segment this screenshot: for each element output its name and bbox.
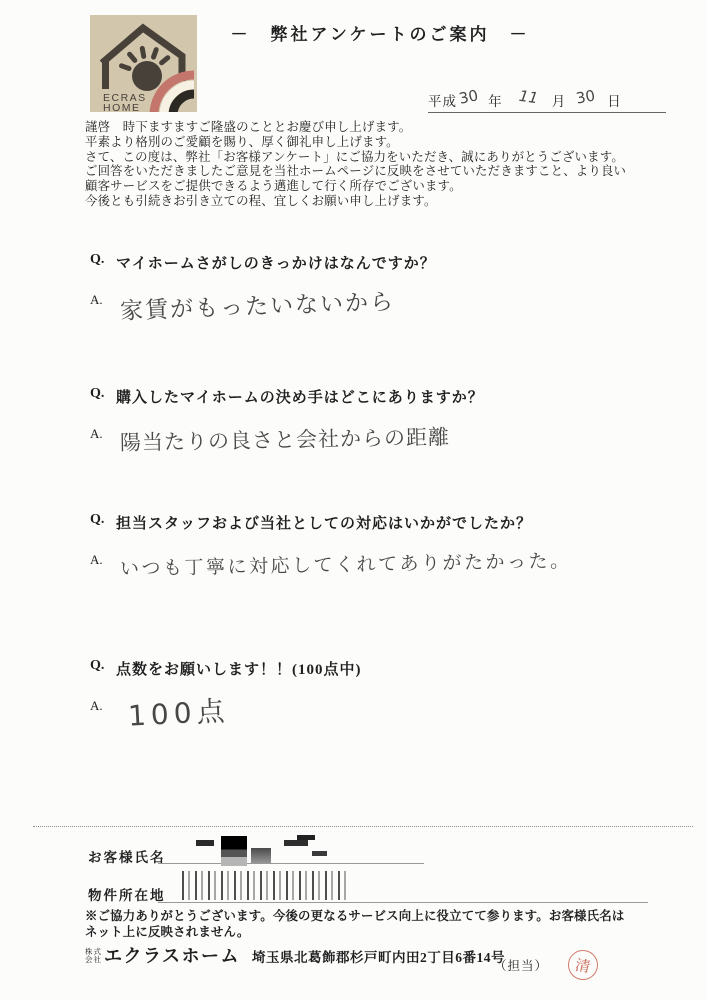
staff-label: （担当） <box>494 959 549 973</box>
handwritten-answer: 陽当たりの良さと会社からの距離 <box>119 425 451 455</box>
question-row <box>90 512 650 533</box>
date-era-label: 平成 <box>428 94 457 109</box>
date-year-label: 年 <box>488 94 503 109</box>
redaction-block <box>196 840 214 846</box>
company-address: 埼玉県北葛飾郡杉戸町内田2丁目6番14号 <box>252 950 505 965</box>
footer-note <box>85 909 665 940</box>
customer-name-label: お客様氏名 <box>88 850 166 865</box>
answer-row <box>90 420 650 454</box>
handwritten-day-value: 30 <box>574 86 597 108</box>
greeting-line: 謹啓 時下ますますご隆盛のこととお慶び申し上げます。 <box>85 120 412 134</box>
company-prefix <box>85 948 102 964</box>
handwritten-answer: いつも丁寧に対応してくれてありがたかった。 <box>119 550 572 580</box>
customer-name-underline <box>158 863 424 864</box>
handwritten-year-value: 30 <box>457 86 480 108</box>
page-title: － 弊社アンケートのご案内 － <box>230 25 530 44</box>
question-text: 担当スタッフおよび当社としての対応はいかがでしたか？ <box>116 516 533 532</box>
handwritten-answer: 100点 <box>127 694 231 733</box>
question-row <box>90 658 650 679</box>
answer-row <box>90 546 650 580</box>
date-day-label: 日 <box>607 94 622 109</box>
a-label: A. <box>90 698 103 713</box>
greeting-line: ご回答をいただきましたご意見を当社ホームページに反映をさせていただきますこと、より良い <box>85 164 627 179</box>
logo-text-home: HOME <box>103 102 141 112</box>
question-row <box>90 252 650 273</box>
dotted-separator <box>33 826 693 827</box>
question-text: マイホームさがしのきっかけはなんですか？ <box>116 256 436 272</box>
q-label: Q. <box>90 386 105 401</box>
a-label: A. <box>90 292 103 307</box>
date-line <box>428 82 666 113</box>
handwritten-answer: 家賃がもったいないから <box>119 289 396 325</box>
date-month-label: 月 <box>551 94 567 109</box>
footer-note-line: ネット上に反映されません。 <box>85 924 250 939</box>
greeting-line: 平素より格別のご愛顧を賜り、厚く御礼申し上げます。 <box>85 134 399 149</box>
hanko-stamp: 清 <box>566 948 601 983</box>
q-label: Q. <box>90 658 105 673</box>
question-block-3 <box>90 512 650 580</box>
answer-row <box>90 286 650 325</box>
redaction-block <box>251 848 271 864</box>
question-row <box>90 386 650 407</box>
greeting-line: 今後とも引続きお引き立ての程、宜しくお願い申し上げます。 <box>85 193 437 208</box>
greeting-paragraph <box>85 120 660 209</box>
house-wall-icon <box>102 59 109 89</box>
greeting-line: 顧客サービスをご提供できるよう邁進して行く所存でございます。 <box>85 179 462 194</box>
property-address-label: 物件所在地 <box>88 888 166 903</box>
question-block-2 <box>90 386 650 454</box>
greeting-line: さて、この度は、弊社「お客様アンケート」にご協力をいただき、誠にありがとうございます。 <box>85 149 624 164</box>
footer-note-line: ※ご協力ありがとうございます。今後の更なるサービス向上に役立てて参ります。お客様氏名は <box>85 909 625 923</box>
company-prefix-top: 株式 <box>85 947 102 956</box>
handwritten-month-value: 11 <box>517 86 539 108</box>
answer-row <box>90 692 650 732</box>
q-label: Q. <box>90 512 105 527</box>
redaction-block <box>312 851 327 856</box>
company-prefix-bottom: 会社 <box>85 955 102 964</box>
company-name: エクラスホーム <box>104 946 240 966</box>
a-label: A. <box>90 426 103 441</box>
redaction-block <box>221 836 247 866</box>
a-label: A. <box>90 552 103 567</box>
property-address-underline <box>158 902 648 903</box>
question-text: 購入したマイホームの決め手はどこにありますか？ <box>116 390 484 406</box>
logo-text-ecras: ECRAS <box>103 92 147 104</box>
pixelated-handwriting <box>182 871 350 900</box>
q-label: Q. <box>90 252 105 267</box>
redaction-block <box>284 840 308 846</box>
question-text: 点数をお願いします！！(100点中) <box>116 662 362 678</box>
question-block-4 <box>90 658 650 732</box>
sun-icon <box>132 61 162 91</box>
redaction-block <box>297 835 315 840</box>
question-block-1 <box>90 252 650 325</box>
